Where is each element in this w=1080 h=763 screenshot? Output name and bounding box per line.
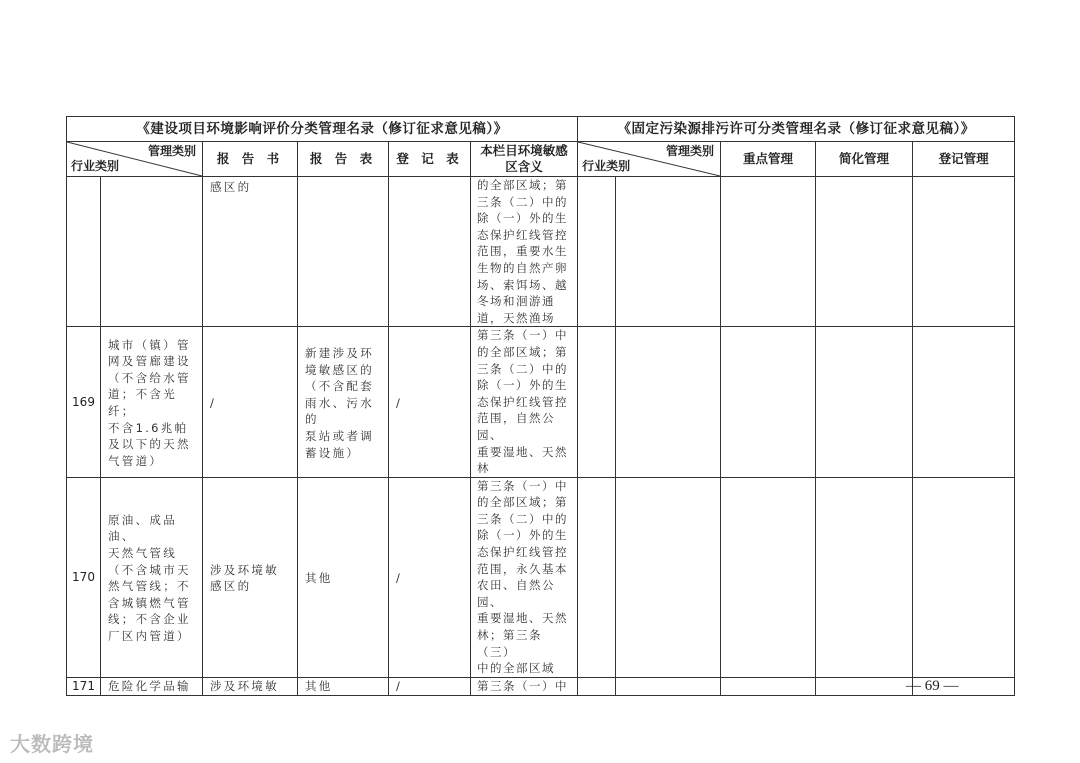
table-row (67, 477, 1015, 677)
registration-cell (389, 177, 471, 327)
watermark: 大数跨境 (10, 732, 94, 756)
header-report-form: 报 告 表 (298, 142, 389, 177)
report-form-cell: 其他 (298, 677, 389, 695)
report-form-cell: 其他 (298, 477, 389, 677)
empty-cell (913, 177, 1015, 327)
table-row (67, 177, 1015, 327)
empty-cell (616, 677, 721, 695)
row-number: 171 (67, 677, 101, 695)
empty-cell (578, 677, 616, 695)
report-book-cell: / (203, 327, 298, 477)
industry-cell: 城市（镇）管 网及管廊建设 （不含给水管 道；不含光纤； 不含1.6兆帕 及以下的天然 气管道） (101, 327, 203, 477)
registration-cell: / (389, 327, 471, 477)
empty-cell (816, 177, 913, 327)
header-registration-mgmt: 登记管理 (913, 142, 1015, 177)
classification-table (66, 116, 1015, 696)
empty-cell (816, 327, 913, 477)
empty-cell (578, 327, 616, 477)
registration-cell: / (389, 477, 471, 677)
header-report-book: 报 告 书 (203, 142, 298, 177)
industry-category-label: 行业类别 (71, 159, 120, 174)
header-key-mgmt: 重点管理 (721, 142, 816, 177)
page-number: — 69 — (906, 678, 959, 694)
right-table-title: 《固定污染源排污许可分类管理名录（修订征求意见稿）》 (578, 117, 1015, 142)
header-registration-form: 登 记 表 (389, 142, 471, 177)
empty-cell (578, 477, 616, 677)
empty-cell (816, 677, 913, 695)
industry-cell: 危险化学品输 (101, 677, 203, 695)
mgmt-category-label: 管理类别 (666, 144, 715, 158)
right-diagonal-header (578, 142, 721, 177)
header-sensitive-area: 本栏目环境敏感 区含义 (471, 142, 578, 177)
empty-cell (616, 177, 721, 327)
empty-cell (616, 327, 721, 477)
registration-cell: / (389, 677, 471, 695)
header-simplified-mgmt: 简化管理 (816, 142, 913, 177)
industry-cell: 原油、成品油、 天然气管线 （不含城市天 然气管线；不 含城镇燃气管 线；不含企业 厂区内管道） (101, 477, 203, 677)
empty-cell (721, 677, 816, 695)
empty-cell (913, 327, 1015, 477)
mgmt-category-label: 管理类别 (147, 144, 196, 158)
left-diagonal-header (67, 142, 203, 177)
sensitive-area-cell: 第三条（一）中 (471, 677, 578, 695)
row-number: 169 (67, 327, 101, 477)
empty-cell (578, 177, 616, 327)
sensitive-area-cell: 第三条（一）中 的全部区域；第 三条（二）中的 除（一）外的生 态保护红线管控 范围，自然公园、 重要湿地、天然 林 (471, 327, 578, 477)
table-row (67, 677, 1015, 695)
table-row (67, 327, 1015, 477)
report-book-cell: 感区的 (203, 177, 298, 327)
row-number: 170 (67, 477, 101, 677)
industry-cell (101, 177, 203, 327)
sensitive-area-cell: 第三条（一）中 的全部区域；第 三条（二）中的 除（一）外的生 态保护红线管控 范围，永久基本 农田、自然公园、 重要湿地、天然 林；第三条（三） 中的全部区域 (471, 477, 578, 677)
empty-cell (913, 477, 1015, 677)
report-book-cell: 涉及环境敏 感区的 (203, 477, 298, 677)
industry-category-label: 行业类别 (582, 159, 631, 174)
left-table-title: 《建设项目环境影响评价分类管理名录（修订征求意见稿）》 (67, 117, 578, 142)
report-form-cell: 新建涉及环 境敏感区的 （不含配套 雨水、污水的 泵站或者调 蓄设施） (298, 327, 389, 477)
empty-cell (616, 477, 721, 677)
report-book-cell: 涉及环境敏 (203, 677, 298, 695)
row-number (67, 177, 101, 327)
report-form-cell (298, 177, 389, 327)
empty-cell (816, 477, 913, 677)
empty-cell (721, 327, 816, 477)
sensitive-area-cell: 的全部区域；第 三条（二）中的 除（一）外的生 态保护红线管控 范围，重要水生 生物的自然产卵 场、索饵场、越 冬场和洄游通 道，天然渔场 (471, 177, 578, 327)
empty-cell (721, 177, 816, 327)
empty-cell (721, 477, 816, 677)
